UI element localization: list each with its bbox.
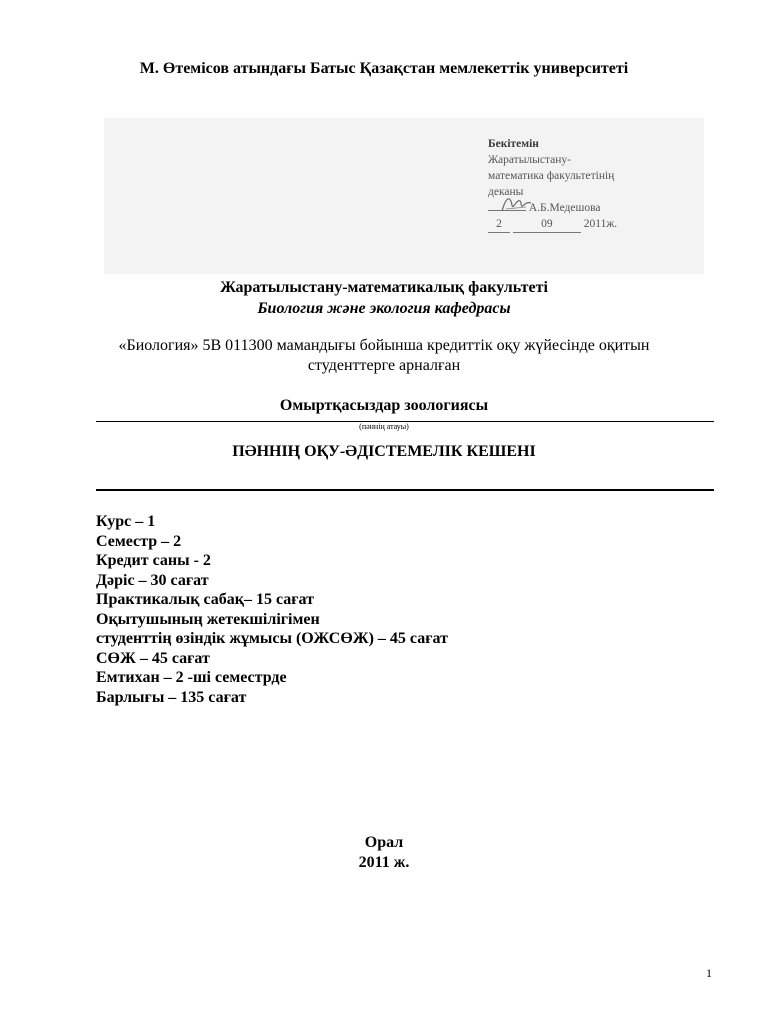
approval-position-line1: Жаратылыстану- [488,154,572,166]
approval-date-year: 2011ж. [583,218,618,230]
course-info-item: Оқытушының жетекшілігімен [96,610,320,628]
discipline-name: Омыртқасыздар зоологиясы [279,397,489,414]
approval-title: Бекітемін [488,138,539,150]
approval-date-day: 2 [488,216,510,233]
year: 2011 ж. [358,854,410,871]
university-name: М. Өтемісов атындағы Батыс Қазақстан мемлекеттік университеті [139,60,629,77]
course-info-item: Курс – 1 [96,513,156,530]
approval-date-line [488,216,638,233]
discipline-caption: (пәннің атауы) [359,422,409,431]
approval-date-month: 09 [513,216,581,233]
signature-icon [500,193,532,215]
course-info-item: студенттің өзіндік жұмысы (ОЖСӨЖ) – 45 сағат [96,630,448,647]
complex-title: ПӘННІҢ ОҚУ-ӘДІСТЕМЕЛІК КЕШЕНІ [232,443,536,460]
specialty-line-1: «Биология» 5В 011300 мамандығы бойынша кредиттік оқу жүйесінде оқитын [118,337,650,354]
course-info-item: Практикалық сабақ– 15 сағат [96,591,314,608]
course-info-item: Семестр – 2 [96,532,182,550]
approval-dean-name: А.Б.Медешова [528,202,601,214]
specialty-line-2: студенттерге арналған [307,357,461,374]
course-info-item: СӨЖ – 45 сағат [96,649,210,667]
department-name: Биология және экология кафедрасы [257,300,511,317]
city: Орал [364,834,404,851]
faculty-name: Жаратылыстану-математикалық факультеті [220,279,548,296]
title-divider [96,489,714,491]
approval-stamp [488,136,638,233]
course-info-item: Дәріс – 30 сағат [96,571,209,589]
course-info-item: Емтихан – 2 -ші семестрде [96,669,287,686]
approval-position-line2: математика факультетінің [488,170,615,182]
course-info-item: Барлығы – 135 сағат [96,688,247,706]
course-info-list [96,512,448,707]
approval-position-line3: деканы [488,186,524,198]
course-info-item: Кредит саны - 2 [96,552,211,569]
page-number: 1 [706,966,712,980]
